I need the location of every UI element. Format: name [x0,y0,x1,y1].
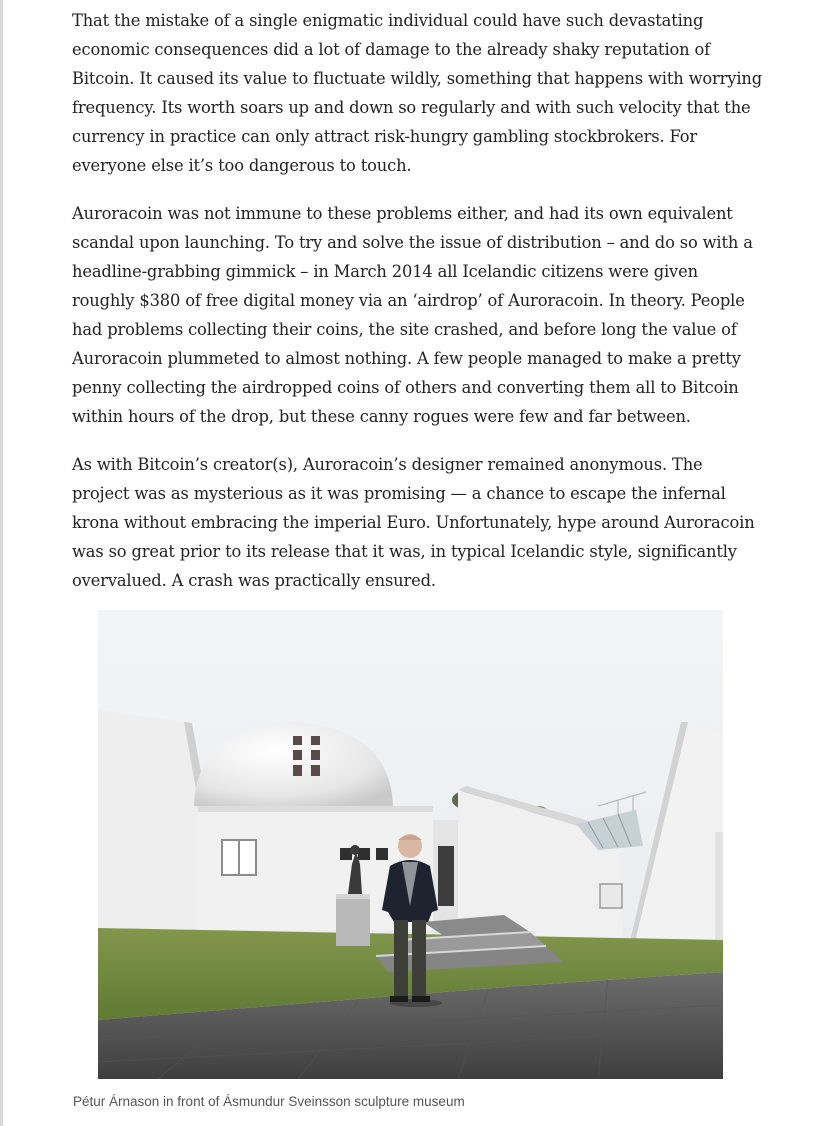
museum-photo-illustration [98,610,723,1079]
article-paragraph-2: Auroracoin was not immune to these problems either, and had its own equivalent scandal upon launching. To try and solve the issue of distribution – and do so with a headline-grabbing gimmick – in March 2014 all Icelandic citizens were given roughly $380 of free digital money via an ‘airdrop’ of Auroracoin. In theory. People had problems collecting their coins, the site crashed, and before long the value of Auroracoin plummeted to almost nothing. A few people managed to make a pretty penny collecting the airdropped coins of others and converting them all to Bitcoin within hours of the drop, but these canny rogues were few and far between. [72,204,753,426]
article-photo [98,610,723,1079]
article-paragraph-3: As with Bitcoin’s creator(s), Auroracoin’s designer remained anonymous. The project was as mysterious as it was promising — a chance to escape the infernal krona without embracing the imperial Euro. Unfortunately, hype around Auroracoin was so great prior to its release that it was, in typical Icelandic style, significantly overvalued. A crash was practically ensured. [72,455,755,590]
article-paragraph-1: That the mistake of a single enigmatic individual could have such devastating economic consequences did a lot of damage to the already shaky reputation of Bitcoin. It caused its value to fluctuate wildly, something that happens with worrying frequency. Its worth soars up and down so regularly and with such velocity that the currency in practice can only attract risk-hungry gambling stockbrokers. For everyone else it’s too dangerous to touch. [72,11,762,175]
photo-caption: Pétur Árnason in front of Ásmundur Sveinsson sculpture museum [73,1094,465,1109]
page-left-border [0,0,3,1126]
article-body [72,6,762,614]
